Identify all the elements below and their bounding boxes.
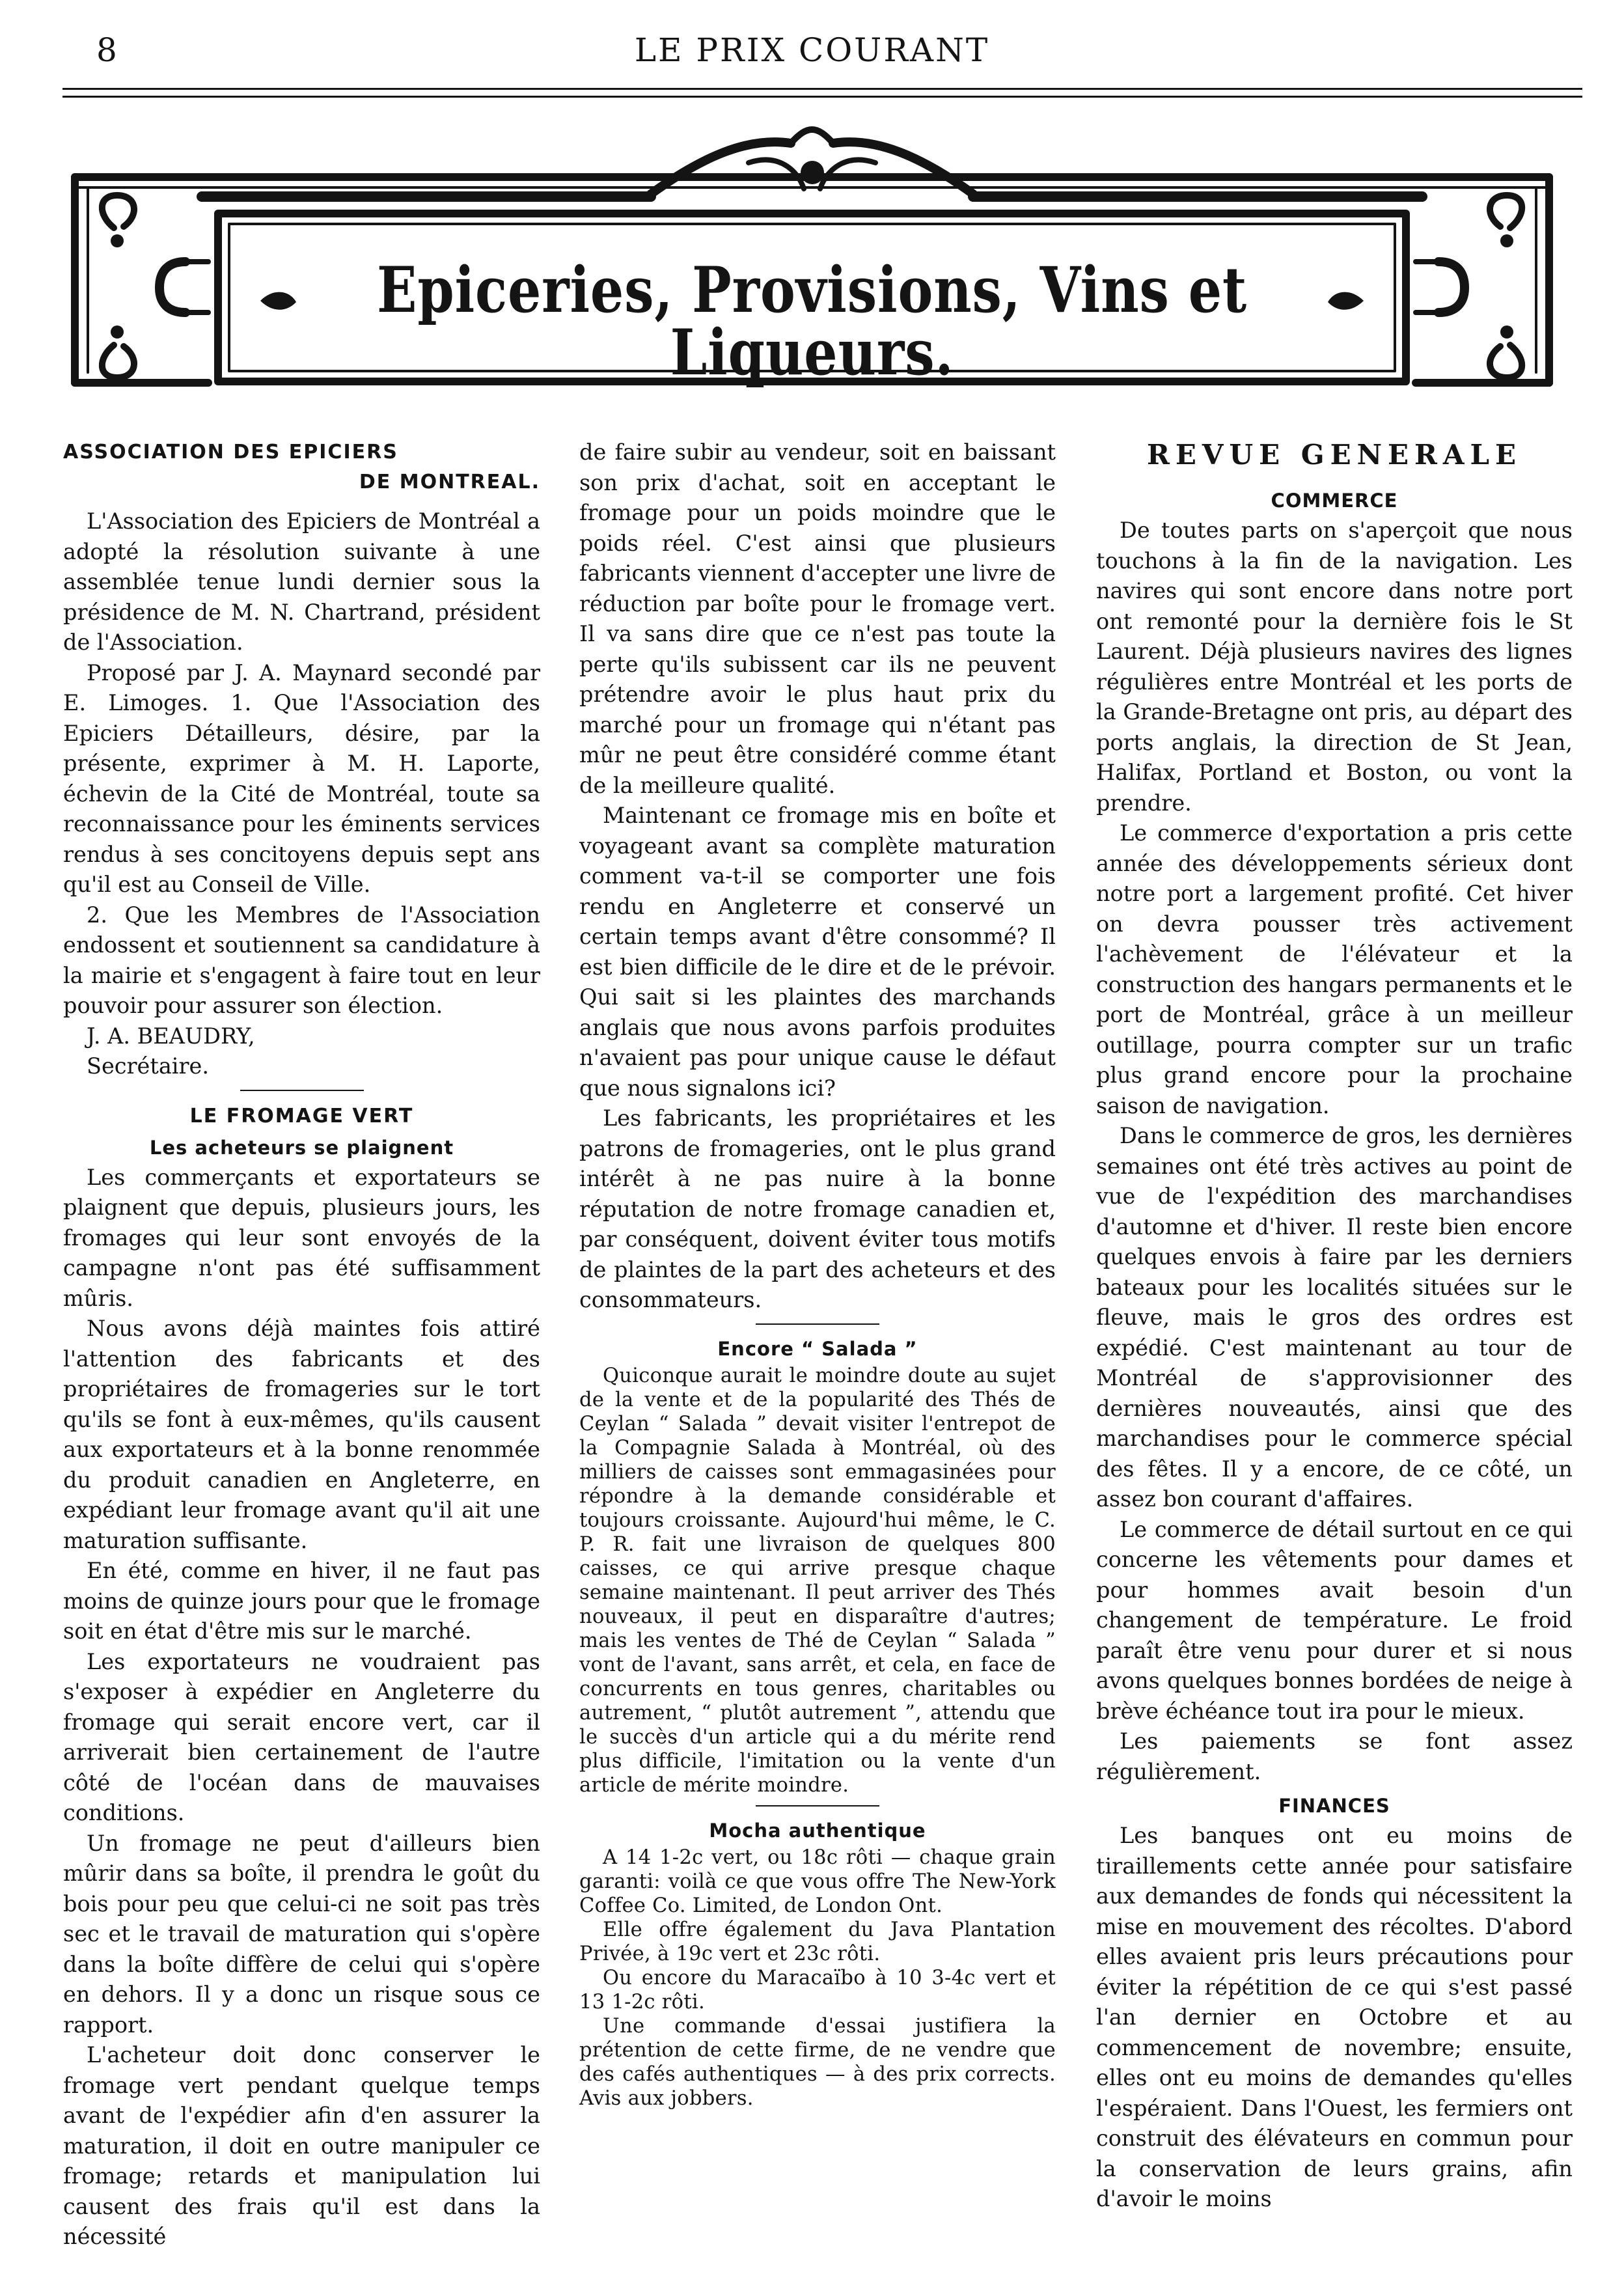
header-rule-bottom (62, 96, 1582, 98)
article-paragraph: De toutes parts on s'aperçoit que nous touchons à la fin de la navigation. Les navires qui sont encore dans notre port ont remonté pour la dernière fois le St Laurent. Déjà plusieurs navires des lignes régulières entre Montréal et les ports de la Grande-Bretagne ont pris, au départ des ports anglais, la direction de St Jean, Halifax, Portland et Boston, ou vont la prendre. (1096, 518, 1573, 816)
salada-heading: Encore “ Salada ” (717, 1337, 918, 1360)
article-paragraph: L'acheteur doit donc conserver le fromage vert pendant quelque temps avant de l'expédier afin d'en assurer la maturation, il doit en outre manipuler ce fromage; retards et manipulation lui causent des frais qu'il est dans la nécessité (63, 2042, 540, 2249)
column-1 (63, 437, 540, 2252)
article-paragraph: Nous avons déjà maintes fois attiré l'attention des fabricants et des propriétaires de fromageries sur le tort qu'ils se font à eux-mêmes, qu'ils causent aux exportateurs et à la bonne renommée du produit canadien en Angleterre, en expédiant leur fromage avant qu'il ait une maturation suffisante. (63, 1316, 540, 1553)
article-paragraph: A 14 1-2c vert, ou 18c rôti — chaque grain garanti: voilà ce que vous offre The New-York Coffee Co. Limited, de London Ont. (579, 1846, 1056, 1917)
article-paragraph: Maintenant ce fromage mis en boîte et voyageant avant sa complète maturation comment va-t-il se comporter une fois rendu en Angleterre et conservé un certain temps avant d'être consommé? Il est bien difficile de le dire et de le prévoir. Qui sait si les plaintes des marchands anglais que nous avons parfois produites n'avaient pas pour unique cause le défaut que nous signalons ici? (579, 803, 1056, 1101)
section-banner-title: Epiceries, Provisions, Vins et Liqueurs. (377, 253, 1247, 389)
section-separator (240, 1090, 364, 1091)
fromage-subheading: Les acheteurs se plaignent (149, 1136, 454, 1159)
association-heading-line-2: DE MONTREAL. (359, 471, 540, 493)
article-paragraph: Le commerce de détail surtout en ce qui concerne les vêtements pour dames et pour hommes avait besoin d'un changement de température. Le froid paraît être venu pour durer et si nous avons quelques bonnes bordées de neige à brève échéance tout ira pour le mieux. (1096, 1516, 1573, 1724)
commerce-heading: COMMERCE (1271, 490, 1398, 512)
header-rule-top (62, 88, 1582, 90)
article-paragraph: Une commande d'essai justifiera la prétention de cette firme, de ne vendre que des cafés authentiques — à des prix corrects. Avis aux jobbers. (579, 2014, 1056, 2110)
article-paragraph: Les paiements se font assez régulièrement. (1096, 1728, 1573, 1784)
journal-title: LE PRIX COURANT (634, 31, 990, 69)
article-paragraph: de faire subir au vendeur, soit en baissant son prix d'achat, soit en acceptant le fromage pour un poids moindre que le poids réel. C'est ainsi que plusieurs fabricants viennent d'accepter une livre de réduction par boîte pour le fromage vert. Il va sans dire que ce n'est pas toute la perte qu'ils subissent car ils ne peuvent prétendre avoir le plus haut prix du marché pour un fromage qui n'étant pas mûr ne peut être considéré comme étant de la meilleure qualité. (579, 439, 1056, 798)
page-number: 8 (96, 31, 118, 69)
article-paragraph: Les exportateurs ne voudraient pas s'exposer à expédier en Angleterre du fromage qui serait encore vert, car il arriverait bien certainement de l'autre côté de l'océan dans de mauvaises conditions. (63, 1648, 540, 1825)
association-heading-line-1: ASSOCIATION DES EPICIERS (63, 441, 398, 464)
signature-name: J. A. BEAUDRY, (87, 1023, 255, 1049)
revue-generale-heading: REVUE GENERALE (1146, 439, 1522, 471)
signature-title: Secrétaire. (87, 1053, 210, 1079)
article-paragraph: Elle offre également du Java Plantation Privée, à 19c vert et 23c rôti. (579, 1918, 1056, 1965)
article-paragraph: Quiconque aurait le moindre doute au sujet de la vente et de la popularité des Thés de Ceylan “ Salada ” devait visiter l'entrepot de la Compagnie Salada à Montréal, où des milliers de caisses sont emmagasinées pour répondre à la demande considérable et toujours croissante. Aujourd'hui même, le C. P. R. fait une livraison de quelques 800 caisses, ce qui arrive presque chaque semaine maintenant. Il peut arriver des Thés nouveaux, il peut en disparaître d'autres; mais les ventes de Thé de Ceylan “ Salada ” vont de l'avant, sans arrêt, et cela, en face de concurrents en tous genres, charitables ou autrement, “ plutôt autrement ”, attendu que le succès d'un article qui a du mérite rend plus difficile, l'imitation ou la vente d'un article de mérite moindre. (579, 1364, 1056, 1797)
column-2 (579, 437, 1056, 2111)
column-3 (1096, 437, 1573, 2215)
article-paragraph: Un fromage ne peut d'ailleurs bien mûrir dans sa boîte, il prendra le goût du bois pour peu que celui-ci ne soit pas très sec et le travail de maturation qui s'opère dans la boîte diffère de celui qui s'opère en dehors. Il y a donc un risque sous ce rapport. (63, 1830, 540, 2038)
fromage-heading: LE FROMAGE VERT (189, 1104, 414, 1128)
article-paragraph: 2. Que les Membres de l'Association endossent et soutiennent sa candidature à la mairie et s'engagent à faire tout en leur pouvoir pour assurer son élection. (63, 902, 540, 1018)
article-paragraph: Ou encore du Maracaïbo à 10 3-4c vert et 13 1-2c rôti. (579, 1966, 1056, 2014)
article-paragraph: Les fabricants, les propriétaires et les patrons de fromageries, ont le plus grand intérêt à ne pas nuire à la bonne réputation de notre fromage canadien et, par conséquent, doivent éviter tous motifs de plaintes de la part des acheteurs et des consommateurs. (579, 1105, 1056, 1312)
article-paragraph: Dans le commerce de gros, les dernières semaines ont été très actives au point de vue de l'expédition des marchandises d'automne et d'hiver. Il reste bien encore quelques envois à faire par les derniers bateaux pour les localités situées sur le fleuve, mais le gros des ordres est expédié. C'est maintenant au tour de Montréal de s'approvisionner des dernières nouveautés, ainsi que des marchandises pour le commerce spécial des fêtes. Il y a encore, de ce côté, un assez bon courant d'affaires. (1096, 1123, 1573, 1512)
article-paragraph: Proposé par J. A. Maynard secondé par E. Limoges. 1. Que l'Association des Epiciers Détailleurs, désire, par la présente, exprimer à M. H. Laporte, échevin de la Cité de Montréal, toute sa reconnaissance pour les éminents services rendus à ses concitoyens depuis sept ans qu'il est au Conseil de Ville. (63, 659, 540, 897)
section-separator (756, 1323, 879, 1325)
article-paragraph: Le commerce d'exportation a pris cette année des développements sérieux dont notre port a largement profité. Cet hiver on devra pousser très activement l'achèvement de l'élévateur et la construction des hangars permanents et le port de Montréal, grâce à un meilleur outillage, pourra compter sur un trafic plus grand encore pour la prochaine saison de navigation. (1096, 820, 1573, 1118)
mocha-heading: Mocha authentique (709, 1819, 926, 1842)
article-paragraph: L'Association des Epiciers de Montréal a adopté la résolution suivante à une assemblée tenue lundi dernier sous la présidence de M. N. Chartrand, président de l'Association. (63, 508, 540, 655)
finances-heading: FINANCES (1278, 1795, 1390, 1817)
article-paragraph: Les banques ont eu moins de tiraillements cette année pour satisfaire aux demandes de fonds qui nécessitent la mise en mouvement des récoltes. D'abord elles avaient pris leurs précautions pour éviter la répétition de ce qui s'est passé l'an dernier en Octobre et au commencement de novembre; ensuite, elles ont eu moins de demandes qu'elles l'espéraient. Dans l'Ouest, les fermiers ont construit des élévateurs en commun pour la conservation de leurs grains, afin d'avoir le moins (1096, 1823, 1573, 2211)
article-paragraph: En été, comme en hiver, il ne faut pas moins de quinze jours pour que le fromage soit en état d'être mis sur le marché. (63, 1558, 540, 1644)
section-separator (756, 1805, 879, 1806)
article-paragraph: Les commerçants et exportateurs se plaignent que depuis, plusieurs jours, les fromages qui leur sont envoyés de la campagne n'ont pas été suffisamment mûris. (63, 1164, 540, 1311)
